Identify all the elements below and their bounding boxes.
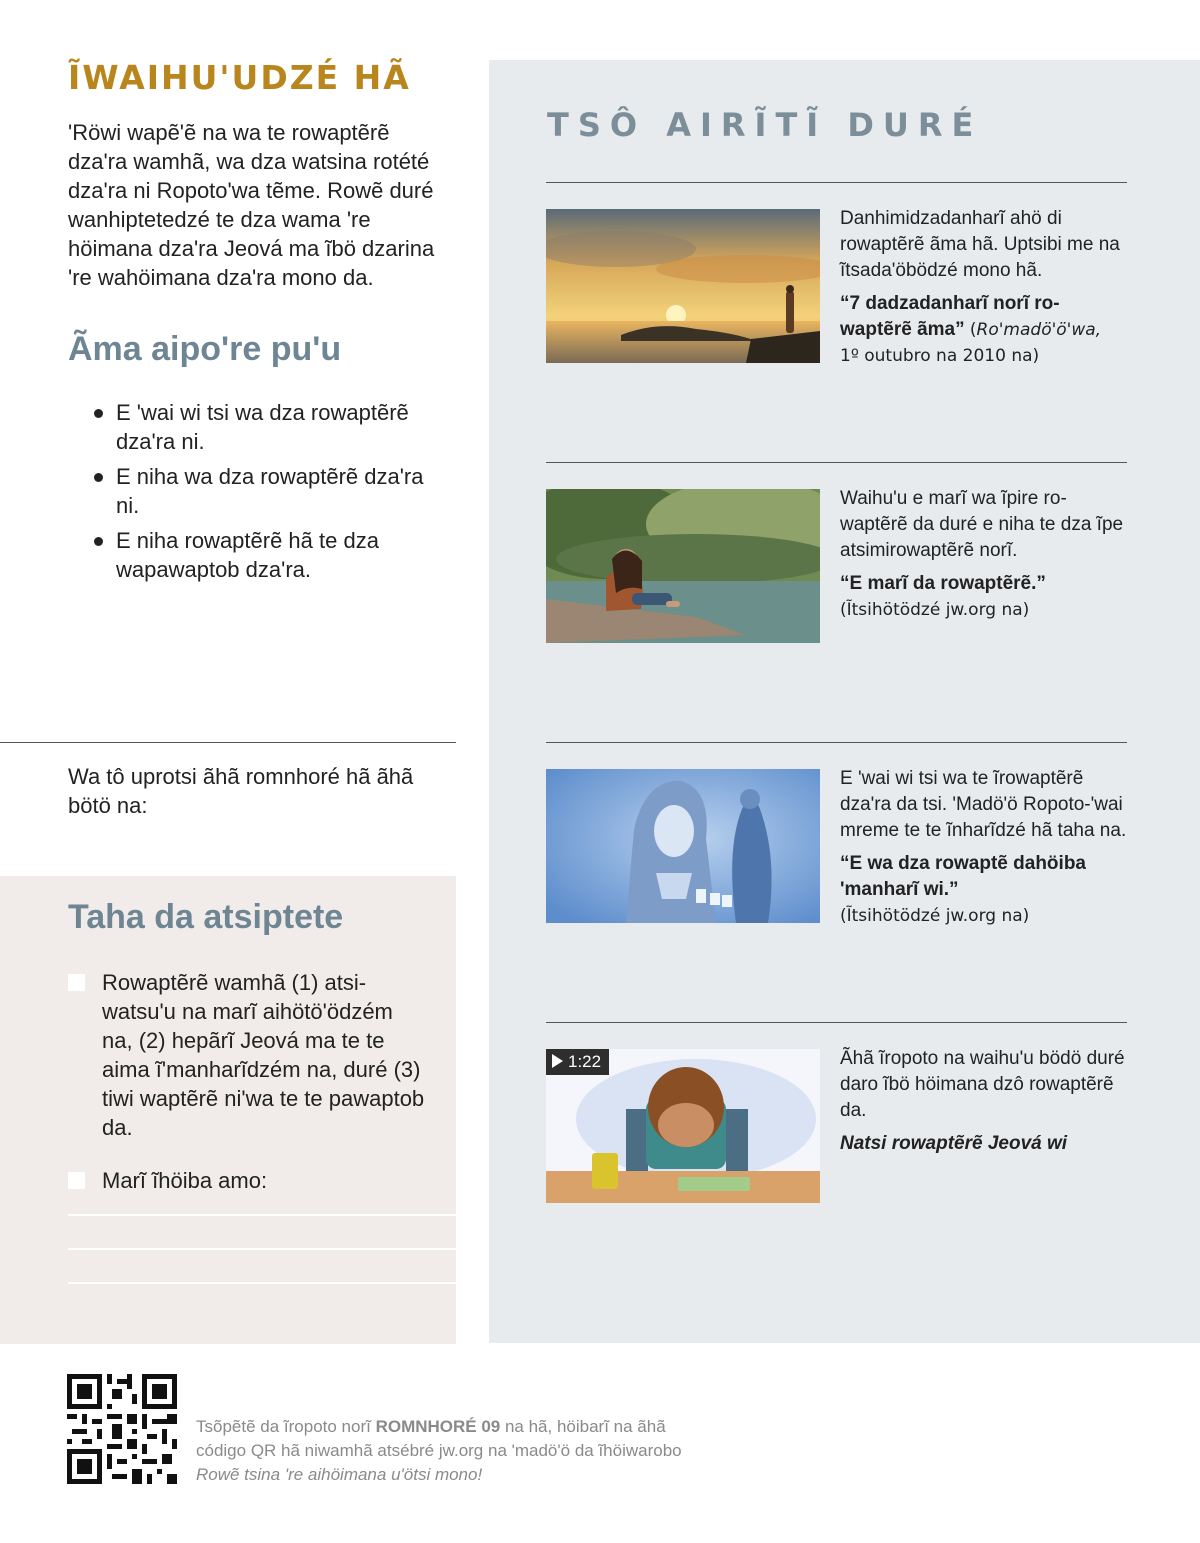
summary-text: 'Röwi wapẽ'ẽ na wa te rowaptẽrẽ dza'ra wamhã, wa dza watsina rotété dza'ra ni Ropoto'wa tẽme. Rowẽ duré wanhiptetedzé te dza wama 're höimana dza'ra Jeová ma ĩbö dzarina 're wahöimana dza'ra mono da. [68,120,435,290]
play-icon[interactable] [552,1054,563,1068]
review-list [90,398,440,590]
reference-title[interactable]: “7 dadzadanharĩ norĩ ro-waptẽrẽ ãma” [840,293,1060,340]
reference-title[interactable]: “E marĩ da rowaptẽrẽ.” [840,573,1046,594]
sunset-lake-image[interactable] [546,209,820,363]
try-this-item[interactable] [68,968,428,1142]
summary-title: ĨWAIHU'UDZÉ HÃ [68,58,411,97]
qr-code-graphic [67,1374,177,1484]
checkbox-icon[interactable] [68,1172,85,1189]
woman-praying-icon [546,769,820,923]
woman-river-image[interactable] [546,489,820,643]
explore-item-description: Ãhã ĩropoto na waihu'u bödö duré daro ĩbö höimana dzô rowaptẽrẽ da. [840,1048,1125,1121]
explore-item-reference[interactable] [840,851,1130,929]
reference-title[interactable]: “E wa dza rowaptẽ dahöiba 'manharĩ wi.” [840,853,1086,900]
explore-item-description: Waihu'u e marĩ wa ĩpire ro-waptẽrẽ da duré e niha te dza ĩpe atsimirowaptẽrẽ norĩ. [840,488,1124,561]
write-line[interactable] [68,1282,456,1284]
woman-praying-image[interactable] [546,769,820,923]
list-item [90,398,440,456]
write-line[interactable] [68,1248,456,1250]
review-heading: Ãma aipo're pu'u [68,330,342,368]
list-item [90,526,440,584]
explore-item-text [840,486,1130,623]
explore-item-reference[interactable] [840,291,1130,369]
reference-source: (Ĩtsihötödzé jw.org na) [840,600,1030,620]
reference-source: (Ĩtsihötödzé jw.org na) [840,906,1030,926]
footer-text: Tsõpẽtẽ da ĩropoto norĩ ROMNHORÉ 09 na hã, höibarĩ na ãhã código QR hã niwamhã atsébré jw.org na 'madö'ö da ĩhöiwarobo Rowẽ tsina 're aihöimana u'ötsi mono! [196,1417,682,1484]
explore-panel [489,60,1200,1343]
explore-item-reference[interactable] [840,571,1130,623]
video-duration-badge[interactable] [546,1049,609,1075]
try-this-box [0,876,456,1344]
reference-source-date: 1º outubro na 2010 na) [840,346,1040,366]
footer-lesson-label: ROMNHORÉ 09 [375,1417,501,1436]
sunset-lake-icon [546,209,820,363]
explore-heading: TSÔ AIRĨTĨ DURÉ [547,106,983,144]
reference-source: (Ro'madö'ö'wa, [969,320,1102,340]
explore-item-text [840,1046,1130,1157]
divider [0,742,456,743]
child-praying-video[interactable] [546,1049,820,1203]
try-this-item-text: Rowaptẽrẽ wamhã (1) atsi-watsu'u na marĩ aihötö'ödzém na, (2) hepãrĩ Jeová ma te te aima ĩ'manharĩdzém na, duré (3) tiwi waptẽrẽ ni'wa te te pawaptob da. [102,970,425,1140]
try-this-item-text: Marĩ ĩhöiba amo: [102,1168,268,1193]
bullet-icon [94,409,103,418]
explore-item-description: E 'wai wi tsi wa te ĩrowaptẽrẽ dza'ra da tsi. 'Madö'ö Ropoto-'wai mreme te te ĩnharĩdzé hã taha na. [840,768,1127,841]
checkbox-icon[interactable] [68,974,85,991]
explore-item-text [840,206,1130,369]
video-duration: 1:22 [568,1052,602,1071]
divider [546,1022,1127,1023]
next-question: Wa tô uprotsi ãhã romnhoré hã ãhã bötö na: [68,764,414,818]
video-title[interactable]: Natsi rowaptẽrẽ Jeová wi [840,1133,1068,1154]
explore-item-description: Danhimidzadanharĩ ahö di rowaptẽrẽ ãma hã. Uptsibi me na ĩtsada'öbödzé mono hã. [840,208,1120,281]
explore-item-text [840,766,1130,929]
footer-book-title: Rowẽ tsina 're aihöimana u'ötsi mono! [196,1465,483,1484]
try-this-heading: Taha da atsiptete [68,898,344,936]
divider [546,182,1127,183]
review-item-text: E 'wai wi tsi wa dza rowaptẽrẽ dza'ra ni. [116,400,409,454]
review-item-text: E niha wa dza rowaptẽrẽ dza'ra ni. [116,464,424,518]
bullet-icon [94,473,103,482]
try-this-item[interactable] [68,1166,428,1195]
review-item-text: E niha rowaptẽrẽ hã te dza wapawaptob dza'ra. [116,528,379,582]
divider [546,742,1127,743]
woman-river-icon [546,489,820,643]
write-line[interactable] [68,1214,456,1216]
bullet-icon [94,537,103,546]
list-item [90,462,440,520]
divider [546,462,1127,463]
qr-code-icon[interactable] [67,1374,177,1484]
